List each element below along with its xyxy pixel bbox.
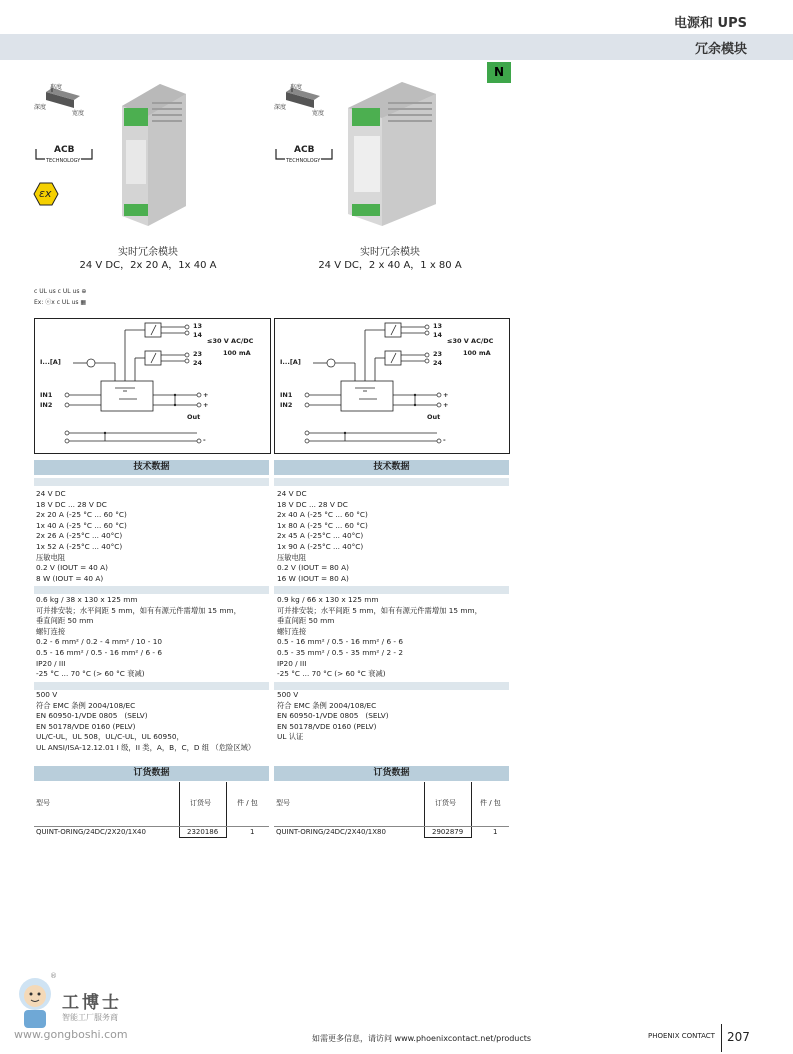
terminal-24: 24 bbox=[193, 359, 203, 367]
contact-current: 100 mA bbox=[223, 349, 251, 357]
out-plus-2-b: + bbox=[443, 401, 449, 409]
out-plus-1-b: + bbox=[443, 391, 449, 399]
product-2-subtitle: 24 V DC，2 x 40 A，1 x 80 A bbox=[318, 260, 462, 271]
header-bar-top bbox=[520, 8, 793, 32]
shade-row bbox=[34, 478, 269, 486]
order-table-2 bbox=[274, 782, 509, 838]
col-order-no-header: 订货号 bbox=[190, 799, 211, 807]
terminal-23-b: 23 bbox=[433, 350, 443, 358]
order-row-type-2: QUINT-ORING/24DC/2X40/1X80 bbox=[276, 828, 386, 836]
tech-data-standards-1: 500 V 符合 EMC 条例 2004/108/EC EN 60950-1/VDE 0805 (SELV) EN 50178/VDE 0160 (PELV) UL/C-UL，UL 508，UL/C-UL，UL 60950， UL ANSI/ISA-12.12.01 I 级，II 类，A，B，C，D 组 （危险区域） bbox=[36, 690, 256, 752]
header-subcategory: 冗余模块 bbox=[694, 42, 747, 57]
out-plus-1: + bbox=[203, 391, 209, 399]
order-data-header-2: 订货数据 bbox=[274, 766, 509, 781]
out-minus-b: - bbox=[443, 436, 446, 444]
out-label: Out bbox=[187, 413, 201, 421]
terminal-24-b: 24 bbox=[433, 359, 443, 367]
tech-data-header-2: 技术数据 bbox=[274, 460, 509, 475]
in2-label: IN2 bbox=[40, 401, 53, 409]
dim-width-label-2: 宽度 bbox=[312, 110, 325, 117]
tech-data-electrical-2: 24 V DC 18 V DC ... 28 V DC 2x 40 A (-25 °C ... 60 °C) 1x 80 A (-25 °C ... 60 °C) 2x 45 A (-25°C ... 40°C) 1x 90 A (-25°C ... 40°C) 压敏电阻 0.2 V (IOUT = 80 A) 16 W (IOUT = 80 A) bbox=[277, 489, 368, 583]
out-plus-2: + bbox=[203, 401, 209, 409]
dim-height-label: 高度 bbox=[50, 84, 63, 91]
col-type-header-2: 型号 bbox=[276, 799, 290, 807]
header-bar bbox=[0, 34, 793, 60]
ex-symbol: εx bbox=[39, 187, 52, 200]
tech-data-header-1: 技术数据 bbox=[34, 460, 269, 475]
dimension-icon bbox=[34, 82, 90, 116]
order-row-type: QUINT-ORING/24DC/2X20/1X40 bbox=[36, 828, 146, 836]
footer-brand: PHOENIX CONTACT bbox=[648, 1032, 715, 1040]
circuit-diagram-2 bbox=[274, 318, 510, 454]
dim-width-label: 宽度 bbox=[72, 110, 85, 117]
product-image-2 bbox=[342, 78, 438, 226]
circuit-diagram-1 bbox=[34, 318, 271, 454]
watermark-tagline: 智能工厂服务商 bbox=[62, 1013, 118, 1022]
header-category: 电源和 UPS bbox=[674, 16, 747, 31]
in1-label: IN1 bbox=[40, 391, 53, 399]
contact-rating: ≤30 V AC/DC bbox=[207, 337, 254, 345]
terminal-14-b: 14 bbox=[433, 331, 443, 339]
tech-data-standards-2: 500 V 符合 EMC 条例 2004/108/EC EN 60950-1/VDE 0805 (SELV) EN 50178/VDE 0160 (PELV) UL 认证 bbox=[277, 690, 389, 742]
shade-row bbox=[274, 586, 509, 594]
order-row-divider-2 bbox=[274, 826, 509, 827]
footer-divider bbox=[721, 1024, 722, 1052]
acb-technology-logo bbox=[33, 146, 95, 166]
mascot-logo bbox=[10, 972, 60, 1032]
footer-more-info: 如需更多信息，请访问 www.phoenixcontact.net/products bbox=[312, 1034, 532, 1043]
ex-hazard-icon bbox=[33, 182, 59, 206]
product-image-1 bbox=[114, 80, 188, 226]
product-1-title: 实时冗余模块 bbox=[118, 247, 178, 258]
col-order-no-header-2: 订货号 bbox=[435, 799, 456, 807]
shade-row bbox=[34, 586, 269, 594]
registered-mark: ® bbox=[50, 972, 57, 980]
new-badge: N bbox=[487, 62, 511, 83]
acb-label-2: ACB bbox=[294, 145, 315, 155]
watermark-brand: 工博士 bbox=[62, 993, 122, 1013]
current-label-b: I...[A] bbox=[280, 358, 301, 366]
order-row-pcs-2: 1 bbox=[493, 828, 498, 836]
certification-marks-1: c UL us c UL us ⊕ bbox=[34, 288, 87, 295]
watermark-url: www.gongboshi.com bbox=[14, 1028, 128, 1041]
terminal-13-b: 13 bbox=[433, 322, 443, 330]
page-number: 207 bbox=[727, 1030, 750, 1044]
order-row-pcs: 1 bbox=[250, 828, 255, 836]
dim-height-label-2: 高度 bbox=[290, 84, 303, 91]
order-row-number: 2320186 bbox=[187, 828, 219, 836]
contact-rating-b: ≤30 V AC/DC bbox=[447, 337, 494, 345]
shade-row bbox=[274, 682, 509, 690]
acb-sub-label-2: TECHNOLOGY bbox=[286, 158, 321, 164]
order-row-divider bbox=[34, 826, 269, 827]
dim-depth-label: 深度 bbox=[34, 104, 47, 111]
current-label: I...[A] bbox=[40, 358, 61, 366]
shade-row bbox=[274, 478, 509, 486]
order-table-1 bbox=[34, 782, 269, 838]
col-pcs-header: 件 / 包 bbox=[237, 799, 258, 807]
dim-depth-label-2: 深度 bbox=[274, 104, 287, 111]
product-1-subtitle: 24 V DC，2x 20 A，1x 40 A bbox=[79, 260, 217, 271]
terminal-23: 23 bbox=[193, 350, 203, 358]
terminal-13: 13 bbox=[193, 322, 203, 330]
shade-row bbox=[34, 682, 269, 690]
col-type-header: 型号 bbox=[36, 799, 50, 807]
product-2-title: 实时冗余模块 bbox=[360, 247, 420, 258]
tech-data-electrical-1: 24 V DC 18 V DC ... 28 V DC 2x 20 A (-25 °C ... 60 °C) 1x 40 A (-25 °C ... 60 °C) 2x 26 A (-25°C ... 40°C) 1x 52 A (-25°C ... 40°C) 压敏电阻 0.2 V (IOUT = 40 A) 8 W (IOUT = 40 A) bbox=[36, 489, 127, 583]
acb-technology-logo-2 bbox=[273, 146, 335, 166]
out-label-b: Out bbox=[427, 413, 441, 421]
tech-data-mechanical-2: 0.9 kg / 66 x 130 x 125 mm 可并排安装；水平间距 5 mm，如有有源元件需增加 15 mm， 垂直间距 50 mm 螺钉连接 0.5 - 16 mm² / 0.5 - 16 mm² / 6 - 6 0.5 - 35 mm² / 0.5 - 35 mm² / 2 - 2 IP20 / III -25 °C ... 70 °C (> 60 °C 衰减) bbox=[277, 595, 482, 679]
order-data-header-1: 订货数据 bbox=[34, 766, 269, 781]
order-row-number-2: 2902879 bbox=[432, 828, 464, 836]
in2-label-b: IN2 bbox=[280, 401, 293, 409]
certification-marks-2: Ex: ⓔx c UL us ▦ bbox=[34, 299, 87, 306]
terminal-14: 14 bbox=[193, 331, 203, 339]
dimension-icon-2 bbox=[274, 82, 330, 116]
contact-current-b: 100 mA bbox=[463, 349, 491, 357]
out-minus: - bbox=[203, 436, 206, 444]
col-pcs-header-2: 件 / 包 bbox=[480, 799, 501, 807]
in1-label-b: IN1 bbox=[280, 391, 293, 399]
tech-data-mechanical-1: 0.6 kg / 38 x 130 x 125 mm 可并排安装；水平间距 5 mm，如有有源元件需增加 15 mm， 垂直间距 50 mm 螺钉连接 0.2 - 6 mm² / 0.2 - 4 mm² / 10 - 10 0.5 - 16 mm² / 0.5 - 16 mm² / 6 - 6 IP20 / III -25 °C ... 70 °C (> 60 °C 衰减) bbox=[36, 595, 241, 679]
acb-sub-label: TECHNOLOGY bbox=[46, 158, 81, 164]
acb-label: ACB bbox=[54, 145, 75, 155]
